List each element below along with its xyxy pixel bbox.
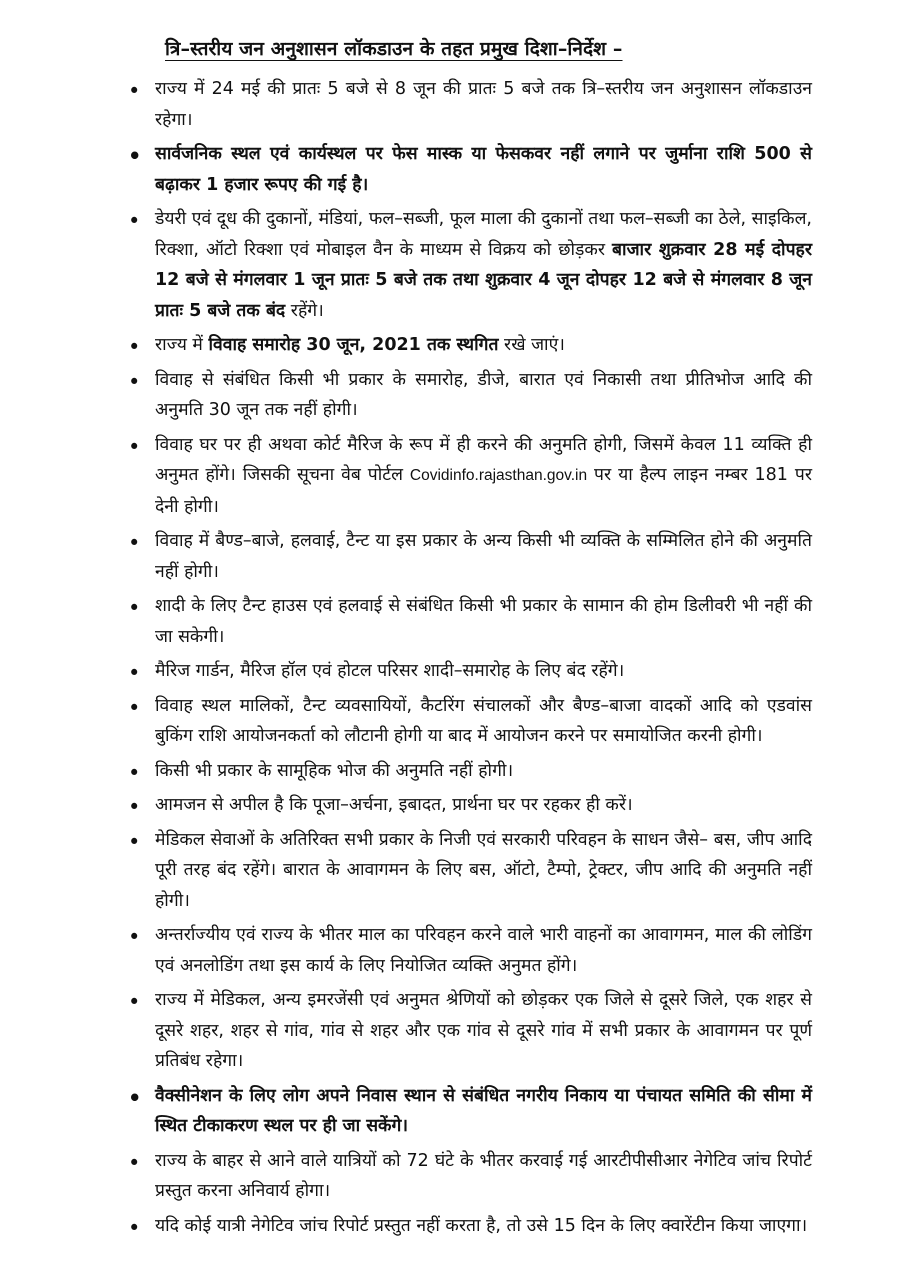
guideline-item (155, 920, 812, 981)
guideline-item (155, 430, 812, 523)
guideline-text: सार्वजनिक स्थल एवं कार्यस्थल पर फेस मास्क या फेसकवर नहीं लगाने पर जुर्माना राशि 500 से बढ़ाकर 1 हजार रूपए की गई है। (155, 144, 812, 195)
guideline-text: बाजार शुक्रवार 28 मई दोपहर 12 बजे से मंगलवार 1 जून प्रातः 5 बजे तक तथा शुक्रवार 4 जून दोपहर 12 बजे से मंगलवार 8 जून प्रातः 5 बजे तक बंद (155, 239, 812, 321)
guideline-item (155, 756, 812, 787)
guideline-text: शादी के लिए टैन्ट हाउस एवं हलवाई से संबंधित किसी भी प्रकार के सामान की होम डिलीवरी भी नहीं की जा सकेगी। (155, 596, 812, 647)
guideline-text: रहेंगे। (285, 300, 324, 321)
guideline-text: विवाह से संबंधित किसी भी प्रकार के समारोह, डीजे, बारात एवं निकासी तथा प्रीतिभोज आदि की अनुमति 30 जून तक नहीं होगी। (155, 369, 812, 420)
guideline-item (155, 365, 812, 426)
guideline-text: विवाह समारोह 30 जून, 2021 तक स्थगित (208, 335, 499, 355)
guideline-item (155, 74, 812, 135)
web-portal-link-text: Covidinfo.rajasthan.gov.in (409, 467, 588, 484)
guideline-text: मैरिज गार्डन, मैरिज हॉल एवं होटल परिसर शादी–समारोह के लिए बंद रहेंगे। (155, 661, 625, 681)
guideline-text: अन्तर्राज्यीय एवं राज्य के भीतर माल का परिवहन करने वाले भारी वाहनों का आवागमन, माल की लोडिंग एवं अनलोडिंग तथा इस कार्य के लिए नियोजित व्यक्ति अनुमत होंगे। (155, 925, 812, 976)
guideline-text: डेयरी एवं दूध की दुकानों, मंडियां, फल–सब्जी, फूल माला की दुकानों तथा फल–सब्जी का ठेले, साइकिल, रिक्शा, ऑटो रिक्शा एवं मोबाइल वैन के माध्यम से विक्रय को छोड़कर (155, 209, 812, 260)
guideline-item (155, 1146, 812, 1207)
guideline-text: राज्य में (155, 335, 209, 355)
guideline-item (155, 691, 812, 752)
guideline-item (155, 790, 812, 821)
guideline-text: राज्य में मेडिकल, अन्य इमरजेंसी एवं अनुमत श्रेणियों को छोड़कर एक जिले से दूसरे जिले, एक शहर से दूसरे शहर, शहर से गांव, गांव से शहर और एक गांव से दूसरे गांव में सभी प्रकार के आवागमन पर पूर्ण प्रतिबंध रहेगा। (155, 990, 812, 1071)
guideline-item (155, 204, 812, 326)
guideline-text: मेडिकल सेवाओं के अतिरिक्त सभी प्रकार के निजी एवं सरकारी परिवहन के साधन जैसे– बस, जीप आदि पूरी तरह बंद रहेंगे। बारात के आवागमन के लिए बस, ऑटो, टैम्पो, ट्रेक्टर, जीप आदि की अनुमति नहीं होगी। (155, 829, 812, 911)
guideline-text: वैक्सीनेशन के लिए लोग अपने निवास स्थान से संबंधित नगरीय निकाय या पंचायत समिति की सीमा में स्थित टीकाकरण स्थल पर ही जा सकेंगे। (155, 1085, 812, 1136)
guideline-list (155, 74, 812, 1241)
guideline-item (155, 825, 812, 917)
guideline-text: पर या हैल्प लाइन नम्बर 181 पर देनी होगी। (155, 465, 812, 517)
document-title: त्रि–स्तरीय जन अनुशासन लॉकडाउन के तहत प्रमुख दिशा–निर्देश – (165, 38, 623, 60)
guideline-text: रखे जाएं। (498, 335, 565, 355)
guideline-text: विवाह घर पर ही अथवा कोर्ट मैरिज के रूप में ही करने की अनुमति होगी, जिसमें केवल 11 व्यक्ति ही अनुमत होंगे। जिसकी सूचना वेब पोर्टल (155, 434, 812, 485)
guideline-item (155, 985, 812, 1077)
guideline-text: राज्य के बाहर से आने वाले यात्रियों को 72 घंटे के भीतर करवाई गई आरटीपीसीआर नेगेटिव जांच रिपोर्ट प्रस्तुत करना अनिवार्य होगा। (155, 1150, 812, 1201)
guideline-item (155, 656, 812, 687)
guideline-text: राज्य में 24 मई की प्रातः 5 बजे से 8 जून की प्रातः 5 बजे तक त्रि–स्तरीय जन अनुशासन लॉकडाउन रहेगा। (155, 79, 812, 130)
guideline-item (155, 1081, 812, 1142)
guideline-item (155, 139, 812, 200)
guideline-text: आमजन से अपील है कि पूजा–अर्चना, इबादत, प्रार्थना घर पर रहकर ही करें। (155, 795, 633, 815)
guideline-text: यदि कोई यात्री नेगेटिव जांच रिपोर्ट प्रस्तुत नहीं करता है, तो उसे 15 दिन के लिए क्वारेंटीन किया जाएगा। (155, 1215, 808, 1236)
guideline-text: विवाह स्थल मालिकों, टैन्ट व्यवसायियों, कैटरिंग संचालकों और बैण्ड–बाजा वादकों आदि को एडवांस बुकिंग राशि आयोजनकर्ता को लौटानी होगी या बाद में आयोजन करने पर समायोजित करनी होगी। (155, 695, 812, 746)
guideline-text: किसी भी प्रकार के सामूहिक भोज की अनुमति नहीं होगी। (155, 760, 514, 781)
guideline-item (155, 1211, 812, 1242)
guideline-text: विवाह में बैण्ड–बाजे, हलवाई, टैन्ट या इस प्रकार के अन्य किसी भी व्यक्ति के सम्मिलित होने की अनुमति नहीं होगी। (155, 531, 812, 582)
guideline-item (155, 526, 812, 587)
guideline-item (155, 591, 812, 652)
guideline-item (155, 330, 812, 361)
